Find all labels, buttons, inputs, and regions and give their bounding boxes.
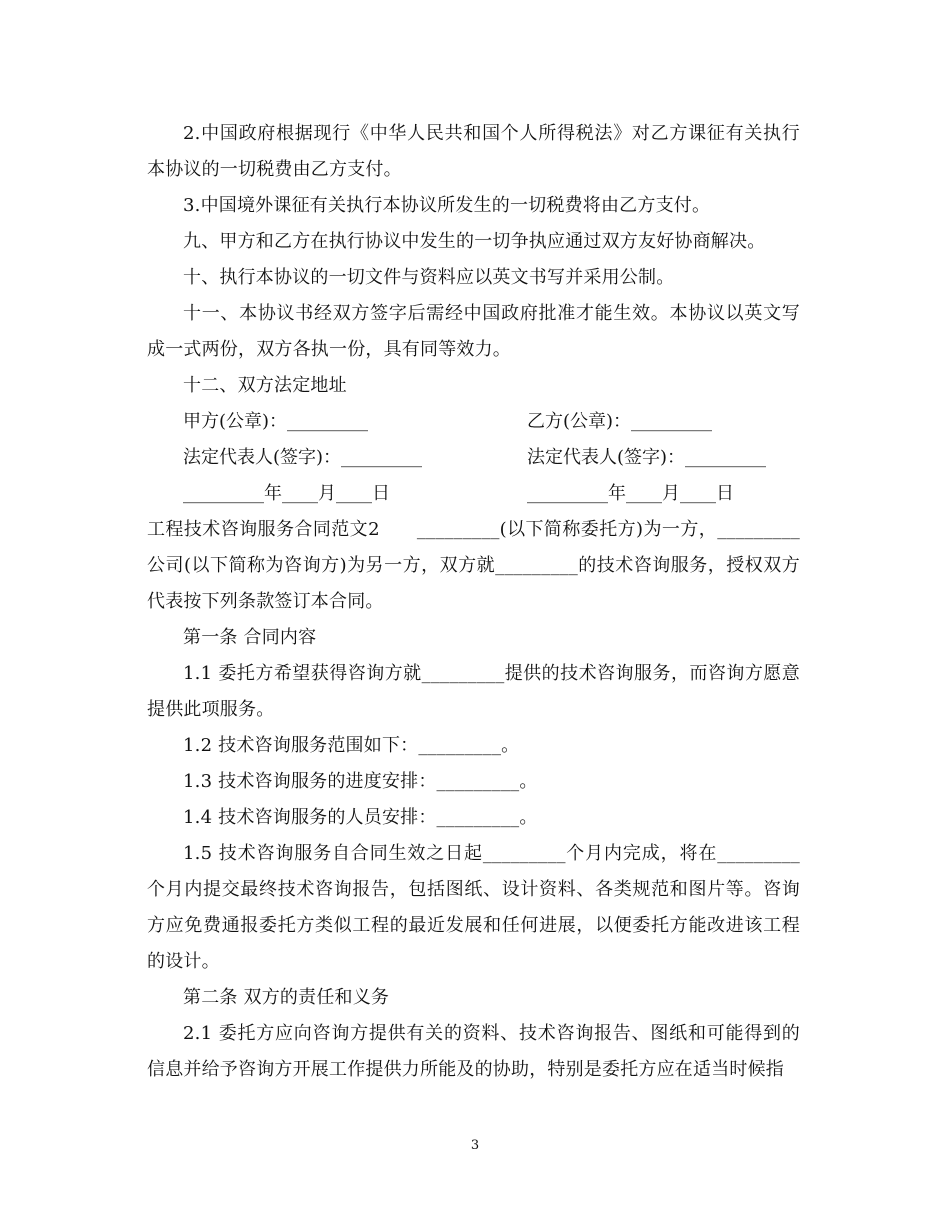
document-body [147,116,800,1088]
clause-1-1: 1.1 委托方希望获得咨询方就_________提供的技术咨询服务，而咨询方愿意提供此项服务。 [147,663,800,720]
article-1-heading: 第一条 合同内容 [183,627,317,648]
party-a-representative: 法定代表人(签字)：_________ [183,447,423,468]
paragraph-dispute: 九、甲方和乙方在执行协议中发生的一切争执应通过双方友好协商解决。 [183,231,766,252]
party-a-seal: 甲方(公章)：_________ [183,411,369,432]
paragraph-legal-address: 十二、双方法定地址 [183,375,347,396]
article-2-heading: 第二条 双方的责任和义务 [183,987,390,1008]
clause-1-5: 1.5 技术咨询服务自合同生效之日起_________个月内完成，将在_________个月内提交最终技术咨询报告，包括图纸、设计资料、各类规范和图片等。咨询方应免费通报委托方类似工程的最近发展和任何进展，以便委托方能改进该工程的设计。 [147,843,800,972]
signature-row-seal [147,404,800,440]
clause-1-2: 1.2 技术咨询服务范围如下：_________。 [183,735,520,756]
paragraph-effective: 十一、本协议书经双方签字后需经中国政府批准才能生效。本协议以英文写成一式两份，双方各执一份，具有同等效力。 [147,303,800,360]
clause-2-1: 2.1 委托方应向咨询方提供有关的资料、技术咨询报告、图纸和可能得到的信息并给予咨询方开展工作提供力所能及的协助，特别是委托方应在适当时候指 [147,1023,800,1080]
clause-1-3: 1.3 技术咨询服务的进度安排：_________。 [183,771,538,792]
paragraph-tax-abroad: 3.中国境外课征有关执行本协议所发生的一切税费将由乙方支付。 [183,195,711,216]
paragraph-language: 十、执行本协议的一切文件与资料应以英文书写并采用公制。 [183,267,675,288]
page-number: 3 [470,1138,480,1153]
contract-2-intro: 工程技术咨询服务合同范文2 _________(以下简称委托方)为一方，_________公司(以下简称为咨询方)为另一方，双方就_________的技术咨询服务，授权双方代表按下列条款签订本合同。 [147,519,800,612]
party-b-seal: 乙方(公章)：_________ [527,411,713,432]
signature-row-representative [147,440,800,476]
party-b-representative: 法定代表人(签字)：_________ [527,447,767,468]
paragraph-tax-china: 2.中国政府根据现行《中华人民共和国个人所得税法》对乙方课征有关执行本协议的一切税费由乙方支付。 [147,123,800,180]
signature-row-date [147,476,800,512]
clause-1-4: 1.4 技术咨询服务的人员安排：_________。 [183,807,538,828]
party-b-date: _________年____月____日 [527,483,734,504]
party-a-date: _________年____月____日 [183,483,390,504]
